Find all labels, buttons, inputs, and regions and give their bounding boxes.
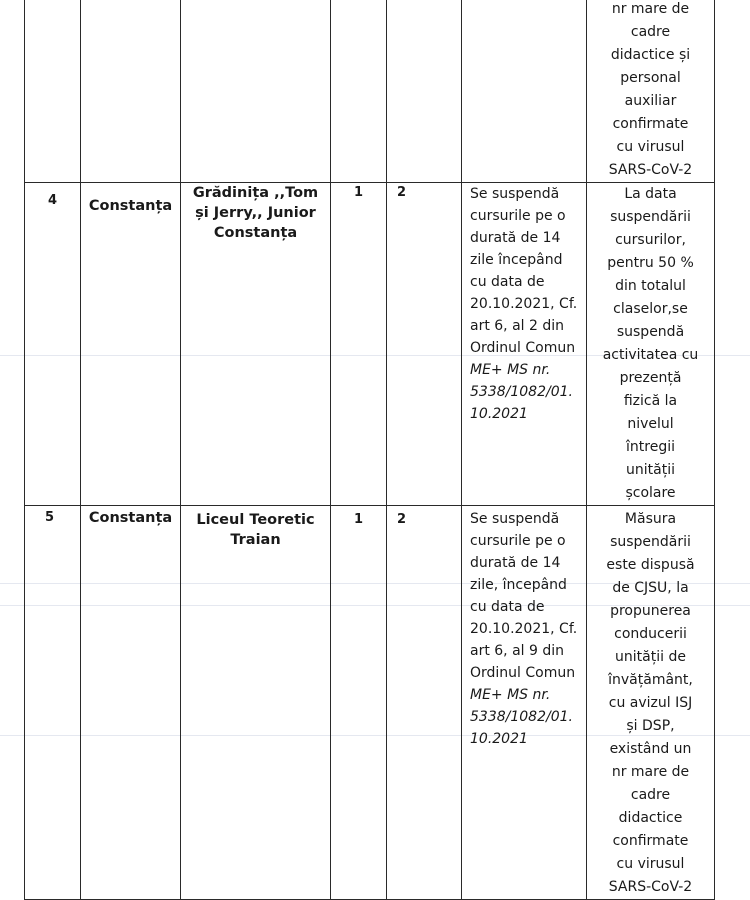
condition-line: didactice și xyxy=(610,47,691,63)
description-line: art 6, al 9 din xyxy=(470,643,565,659)
school-line: Constanța xyxy=(213,225,298,241)
condition-line: pentru 50 % xyxy=(607,255,694,271)
description-line: zile începând xyxy=(470,252,563,268)
school-name xyxy=(181,506,331,900)
condition-line: nr mare de xyxy=(611,1,690,17)
col5-value: 2 xyxy=(387,183,462,506)
condition-line: școlare xyxy=(625,485,676,501)
condition-line: cu avizul ISJ xyxy=(608,695,693,711)
condition-line: personal xyxy=(620,70,681,86)
description-line: Ordinul Comun xyxy=(470,665,576,681)
condition-cell xyxy=(587,0,715,183)
county-cell xyxy=(81,0,181,183)
description-line: cu data de xyxy=(470,274,545,290)
table-row xyxy=(25,183,715,506)
description-line: Se suspendă xyxy=(470,186,560,202)
condition-line: învățământ, xyxy=(608,672,693,688)
condition-line: din totalul xyxy=(615,278,686,294)
order-reference-line: ME+ MS nr. xyxy=(470,362,551,378)
school-line: și Jerry,, Junior xyxy=(195,205,316,221)
condition-line: cadre xyxy=(630,24,671,40)
description-line: 20.10.2021, Cf. xyxy=(470,621,578,637)
col4-cell xyxy=(331,0,387,183)
condition-line: de CJSU, la xyxy=(612,580,689,596)
col5-value: 2 xyxy=(387,506,462,900)
condition-line: întregii xyxy=(626,439,675,455)
table-row xyxy=(25,506,715,900)
condition-line: existând un xyxy=(609,741,692,757)
condition-line: Măsura xyxy=(624,511,677,527)
condition-line: claselor,se xyxy=(613,301,688,317)
order-reference-line: 5338/1082/01. xyxy=(470,384,573,400)
school-cell xyxy=(181,0,331,183)
row-number: 5 xyxy=(25,506,81,900)
condition-line: unității de xyxy=(615,649,686,665)
order-reference-line: 10.2021 xyxy=(470,731,528,747)
condition-line: suspendării xyxy=(610,209,691,225)
school-line: Liceul Teoretic xyxy=(196,512,315,528)
description-line: Se suspendă xyxy=(470,511,560,527)
county-name: Constanța xyxy=(81,506,181,900)
description-cell xyxy=(462,506,587,900)
condition-line: fizică la xyxy=(623,393,678,409)
description-line: Ordinul Comun xyxy=(470,340,576,356)
row-number: 4 xyxy=(25,183,81,506)
condition-line: unității xyxy=(626,462,675,478)
order-reference-line: 10.2021 xyxy=(470,406,528,422)
condition-line: este dispusă xyxy=(606,557,695,573)
condition-line: nr mare de xyxy=(611,764,690,780)
col4-value: 1 xyxy=(331,506,387,900)
description-line: cursurile pe o xyxy=(470,533,566,549)
condition-line: didactice xyxy=(618,810,683,826)
condition-line: confirmate xyxy=(612,833,689,849)
description-line: durată de 14 xyxy=(470,230,561,246)
condition-line: prezență xyxy=(619,370,682,386)
description-line: art 6, al 2 din xyxy=(470,318,565,334)
condition-line: SARS-CoV-2 xyxy=(608,162,693,178)
condition-line: cursurilor, xyxy=(615,232,686,248)
condition-line: suspendă xyxy=(616,324,685,340)
order-reference-line: 5338/1082/01. xyxy=(470,709,573,725)
description-line: zile, începând xyxy=(470,577,567,593)
condition-line: SARS-CoV-2 xyxy=(608,879,693,895)
condition-cell xyxy=(587,183,715,506)
school-name xyxy=(181,183,331,506)
school-line: Grădinița ,,Tom xyxy=(192,185,319,201)
order-reference-line: ME+ MS nr. xyxy=(470,687,551,703)
condition-line: nivelul xyxy=(627,416,674,432)
condition-line: cu virusul xyxy=(616,856,685,872)
table-row xyxy=(25,0,715,183)
condition-line: propunerea xyxy=(610,603,691,619)
description-line: cursurile pe o xyxy=(470,208,566,224)
condition-line: La data xyxy=(624,186,677,202)
description-cell xyxy=(462,183,587,506)
col4-value: 1 xyxy=(331,183,387,506)
condition-line: și DSP, xyxy=(626,718,675,734)
col5-cell xyxy=(387,0,462,183)
condition-line: conducerii xyxy=(614,626,687,642)
nr-cell xyxy=(25,0,81,183)
county-name: Constanța xyxy=(81,183,181,506)
condition-line: cu virusul xyxy=(616,139,685,155)
description-line: cu data de xyxy=(470,599,545,615)
description-cell xyxy=(462,0,587,183)
description-line: 20.10.2021, Cf. xyxy=(470,296,578,312)
condition-line: confirmate xyxy=(612,116,689,132)
condition-line: suspendării xyxy=(610,534,691,550)
description-line: durată de 14 xyxy=(470,555,561,571)
measures-table xyxy=(24,0,715,900)
condition-line: activitatea cu xyxy=(602,347,699,363)
condition-cell xyxy=(587,506,715,900)
school-line: Traian xyxy=(230,532,281,548)
condition-line: auxiliar xyxy=(624,93,677,109)
condition-line: cadre xyxy=(630,787,671,803)
